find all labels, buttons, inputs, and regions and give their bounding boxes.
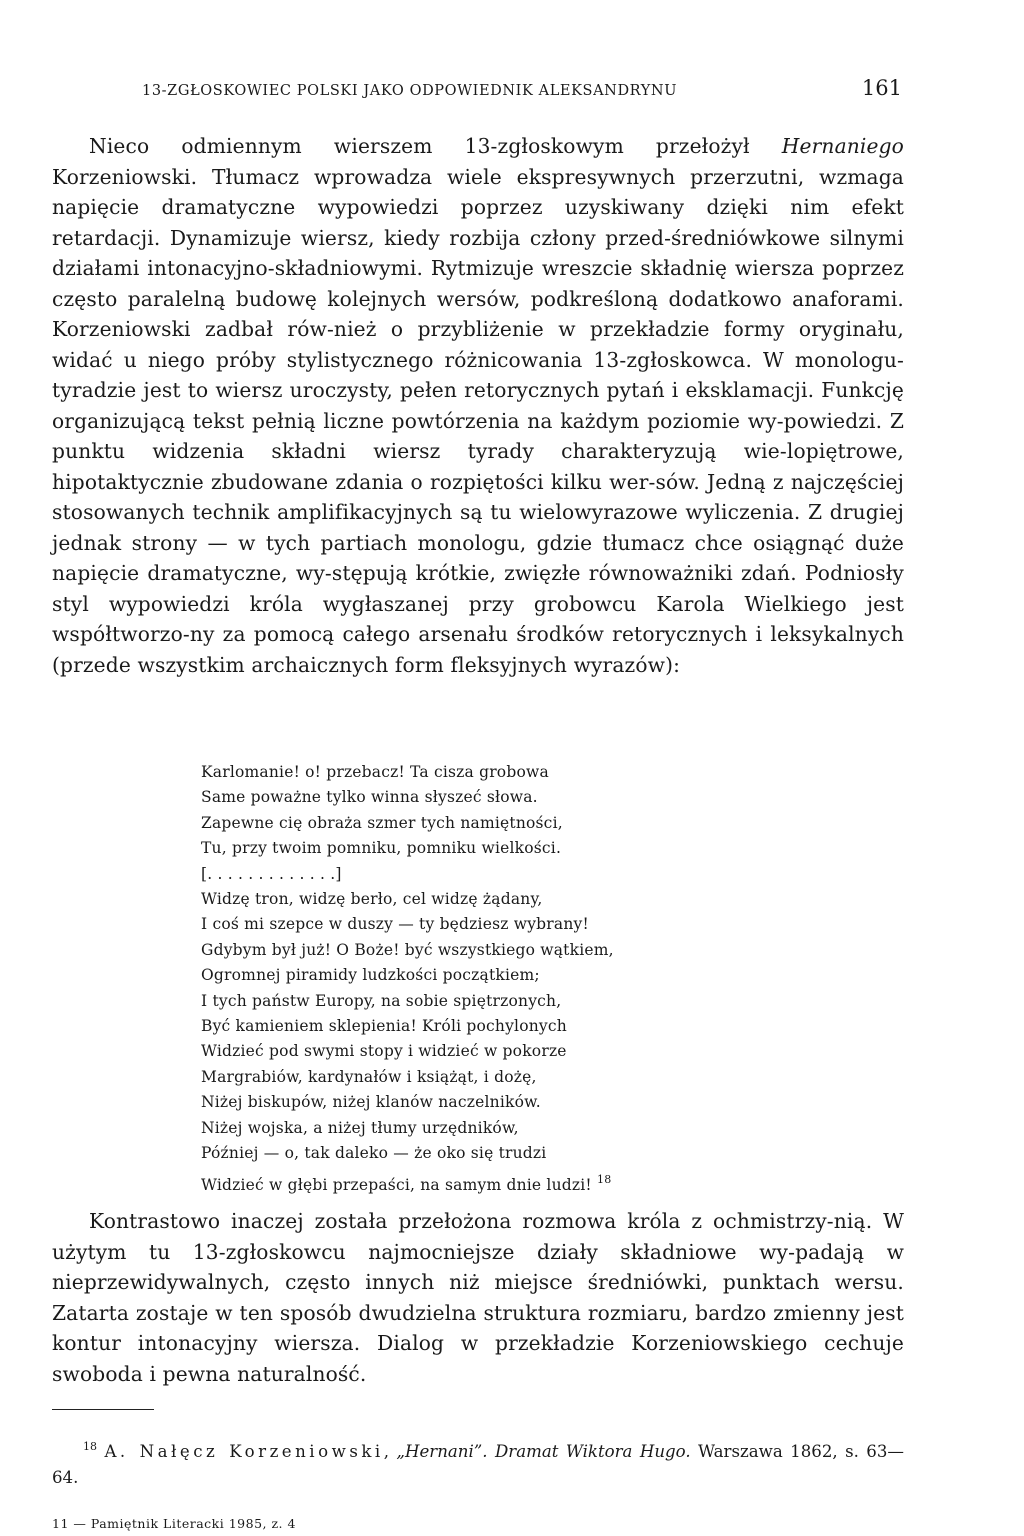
footnote-separator: , bbox=[383, 1442, 397, 1461]
footnote bbox=[52, 1434, 904, 1491]
footnote-reference[interactable]: 18 bbox=[597, 1172, 612, 1186]
footnote-publication: Warszawa 1862, s. 63—64. bbox=[52, 1442, 905, 1487]
paragraph-1-text-b: Korzeniowski. Tłumacz wprowadza wiele ekspresywnych przerzutni, wzmaga napięcie dramatyczne wypowiedzi poprzez uzyskiwany dzięki nim efekt retardacji. Dynamizuje wiersz, kiedy rozbija człony przed-średniówkowe silnymi działami intonacyjno-składniowymi. Rytmizuje wreszcie składnię wiersza poprzez często paralelną budowę kolejnych wersów, podkreśloną dodatkowo anaforami. Korzeniowski zadbał rów-nież o przybliżenie w przekładzie formy oryginału, widać u niego próby stylistycznego różnicowania 13-zgłoskowca. W monologu-tyradzie jest to wiersz uroczysty, pełen retorycznych pytań i eksklamacji. Funkcję organizującą tekst pełnią liczne powtórzenia na każdym poziomie wy-powiedzi. Z punktu widzenia składni wiersz tyrady charakteryzują wie-lopiętrowe, hipotaktycznie zbudowane zdania o rozpiętości kilku wer-sów. Jedną z najczęściej stosowanych technik amplifikacyjnych są tu wielowyrazowe wyliczenia. Z drugiej jednak strony — w tych partiach monologu, gdzie tłumacz chce osiągnąć duże napięcie dramatyczne, wy-stępują krótkie, zwięzłe równoważniki zdań. Podniosły styl wypowiedzi króla wygłaszanej przy grobowcu Karola Wielkiego jest współtworzo-ny za pomocą całego arsenału środków retorycznych i leksykalnych (przede wszystkim archaicznych form fleksyjnych wyrazów): bbox=[52, 164, 904, 677]
paragraph-2: Kontrastowo inaczej została przełożona rozmowa króla z ochmistrzy-nią. W użytym tu 13-zgłoskowcu najmocniejsze działy składniowe wy-padają w nieprzewidywalnych, często innych niż miejsce średniówki, punktach wersu. Zatarta zostaje w ten sposób dwudzielna struktura rozmiaru, bardzo zmienny jest kontur intonacyjny wiersza. Dialog w przekładzie Korzeniowskiego cechuje swoboda i pewna naturalność. bbox=[52, 1209, 904, 1386]
poem-line-text: Widzieć w głębi przepaści, na samym dnie ludzi! bbox=[201, 1175, 592, 1194]
poem-line: Karlomanie! o! przebacz! Ta cisza grobowa bbox=[201, 763, 549, 781]
paragraph-1 bbox=[52, 131, 904, 680]
poem-line: Tu, przy twoim pomniku, pomniku wielkości. bbox=[201, 839, 562, 858]
poem-line: Widzieć pod swymi stopy i widzieć w pokorze bbox=[201, 1042, 567, 1061]
footnote-title: „Hernani”. Dramat Wiktora Hugo. bbox=[396, 1442, 691, 1461]
running-header bbox=[142, 76, 902, 104]
poem-line: Być kamieniem sklepienia! Króli pochylonych bbox=[201, 1017, 567, 1036]
page-number: 161 bbox=[861, 76, 902, 100]
paragraph-1-text-a: Nieco odmiennym wierszem 13-zgłoskowym przełożył bbox=[89, 134, 782, 158]
poem-line: Widzę tron, widzę berło, cel widzę żądany, bbox=[201, 890, 543, 909]
printer-signature: 11 — Pamiętnik Literacki 1985, z. 4 bbox=[52, 1516, 296, 1531]
poem-line: I coś mi szepce w duszy — ty będziesz wybrany! bbox=[201, 915, 589, 934]
paragraph-1-italic-title: Hernaniego bbox=[781, 134, 904, 158]
footnote-divider bbox=[52, 1409, 154, 1410]
poem-line: Niżej biskupów, niżej klanów naczelników. bbox=[201, 1093, 541, 1112]
poem-line: Zapewne cię obraża szmer tych namiętności, bbox=[201, 813, 563, 832]
poem-line: Same poważne tylko winna słyszeć słowa. bbox=[201, 788, 538, 807]
poem-line: Gdybym był już! O Boże! być wszystkiego wątkiem, bbox=[201, 940, 614, 959]
footnote-number: 18 bbox=[83, 1440, 97, 1453]
poem-line: Margrabiów, kardynałów i książąt, i dożę, bbox=[201, 1067, 537, 1086]
poem-line: Niżej wojska, a niżej tłumy urzędników, bbox=[201, 1118, 519, 1137]
poem-ellipsis-line: [. . . . . . . . . . . . .] bbox=[201, 864, 342, 883]
poem-line: Później — o, tak daleko — że oko się trudzi bbox=[201, 1144, 547, 1163]
poem-line: Ogromnej piramidy ludzkości początkiem; bbox=[201, 966, 540, 985]
poem-line: I tych państw Europy, na sobie spiętrzonych, bbox=[201, 991, 562, 1010]
poem-line-last bbox=[201, 1167, 614, 1198]
footnote-author: A. Nałęcz Korzeniowski bbox=[104, 1442, 384, 1461]
running-title: 13-ZGŁOSKOWIEC POLSKI JAKO ODPOWIEDNIK ALEKSANDRYNU bbox=[142, 83, 678, 99]
poem-quote bbox=[201, 760, 614, 1198]
